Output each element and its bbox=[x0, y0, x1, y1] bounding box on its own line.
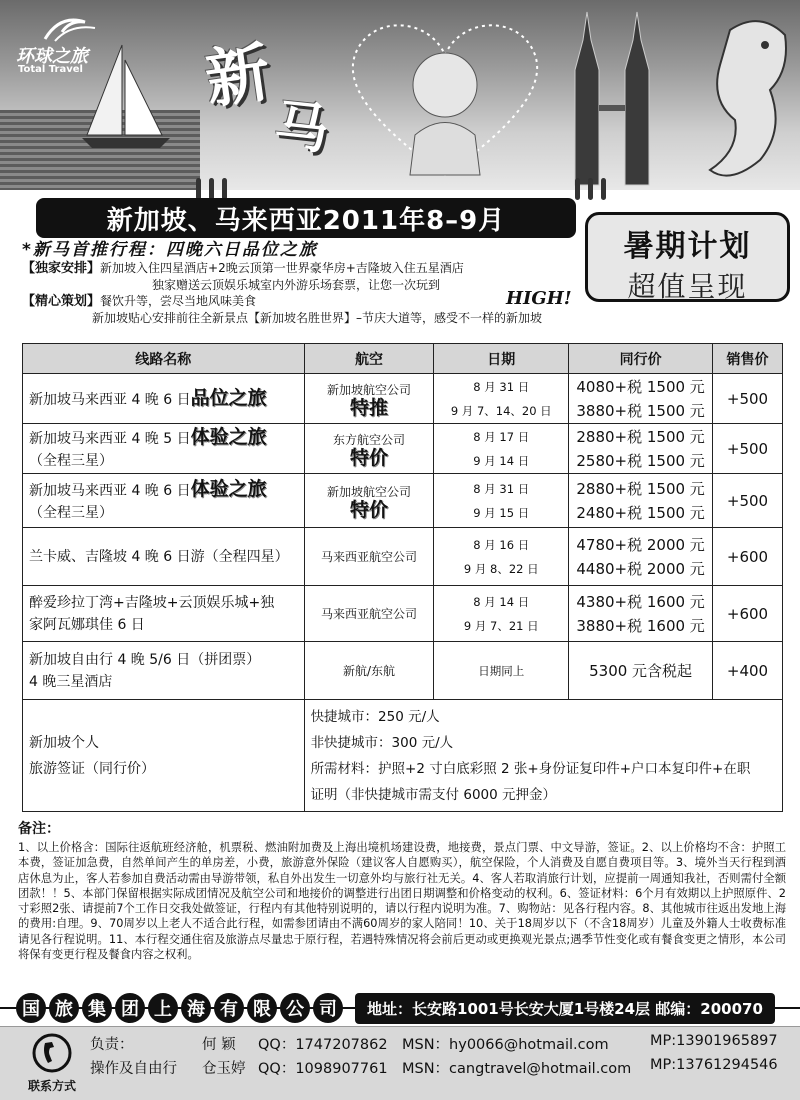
big-char-xin: 新 bbox=[200, 34, 275, 119]
date-1: 8 月 14 日 bbox=[473, 594, 530, 609]
price-2: 3880+税 1500 元 bbox=[576, 401, 705, 420]
petronas-towers-graphic bbox=[555, 10, 675, 190]
price-1: 4080+税 1500 元 bbox=[576, 377, 705, 396]
route-name-2: 4 晚三星酒店 bbox=[29, 673, 113, 690]
price-1: 4380+税 1600 元 bbox=[576, 592, 705, 611]
contact-mobile: MP:13901965897 bbox=[650, 1033, 778, 1049]
main-title bbox=[36, 198, 576, 238]
airline-name: 新航/东航 bbox=[342, 663, 395, 678]
company-name-char: 有 bbox=[214, 993, 244, 1023]
sale-price: +500 bbox=[713, 474, 783, 528]
binder-rings-left bbox=[196, 178, 227, 200]
date-2: 9 月 14 日 bbox=[473, 453, 530, 468]
table-row bbox=[23, 474, 783, 528]
price-2: 2580+税 1500 元 bbox=[576, 451, 705, 470]
high-text: HIGH! bbox=[506, 288, 572, 309]
sale-price: +500 bbox=[713, 374, 783, 424]
header-sale-price: 销售价 bbox=[713, 344, 783, 374]
route-name-2: 家阿瓦娜琪佳 6 日 bbox=[29, 616, 145, 633]
price-2: 3880+税 1600 元 bbox=[576, 616, 705, 635]
price-2: 4480+税 2000 元 bbox=[576, 559, 705, 578]
company-address: 地址：长安路1001号长安大厦1号楼24层 邮编：200070 bbox=[355, 993, 775, 1024]
price-2: 2480+税 1500 元 bbox=[576, 503, 705, 522]
company-name-char: 国 bbox=[16, 993, 46, 1023]
phone-icon bbox=[32, 1031, 72, 1075]
route-name: 新加坡自由行 4 晚 5/6 日（拼团票） bbox=[29, 651, 261, 668]
route-name: 兰卡威、吉隆坡 4 晚 6 日游（全程四星） bbox=[29, 548, 289, 565]
date-1: 日期同上 bbox=[478, 663, 525, 678]
contact-name: 仓玉婷 bbox=[202, 1061, 246, 1077]
contact-mobile: MP:13761294546 bbox=[650, 1057, 778, 1073]
badge-line1: 暑期计划 bbox=[623, 229, 752, 264]
notes-section bbox=[18, 818, 786, 962]
date-1: 8 月 31 日 bbox=[473, 379, 530, 394]
route-highlight: 品位之旅 bbox=[190, 386, 267, 409]
visa-materials-2: 证明（非快捷城市需支付 6000 元押金） bbox=[310, 786, 557, 803]
header-airline: 航空 bbox=[304, 344, 434, 374]
airline-highlight: 特价 bbox=[349, 446, 388, 469]
intro-line1: 新加坡入住四星酒店+2晚云顶第一世界豪华房+吉隆坡入住五星酒店 bbox=[100, 261, 464, 275]
contact-msn: MSN：hy0066@hotmail.com bbox=[402, 1037, 609, 1053]
table-header-row bbox=[23, 344, 783, 374]
main-title-text: 新加坡、马来西亚2011年8–9月 bbox=[106, 205, 506, 236]
summer-plan-badge bbox=[585, 212, 790, 302]
header-route: 线路名称 bbox=[23, 344, 305, 374]
airline-highlight: 特推 bbox=[349, 396, 388, 419]
merlion-graphic bbox=[690, 10, 800, 190]
intro-tag-planned: 【精心策划】 bbox=[22, 294, 101, 309]
table-row bbox=[23, 374, 783, 424]
badge-line2: 超值呈现 bbox=[627, 270, 748, 303]
date-2: 9 月 7、14、20 日 bbox=[450, 403, 552, 418]
company-bar bbox=[0, 990, 800, 1026]
price-1: 2880+税 1500 元 bbox=[576, 427, 705, 446]
visa-subtitle: 旅游签证（同行价） bbox=[29, 760, 155, 777]
visa-express-city: 快捷城市：250 元/人 bbox=[310, 708, 440, 725]
table-row bbox=[23, 586, 783, 642]
header-trade-price: 同行价 bbox=[569, 344, 713, 374]
company-name-char: 限 bbox=[247, 993, 277, 1023]
airline-name: 东方航空公司 bbox=[332, 432, 405, 447]
sailboat-icon bbox=[82, 40, 172, 150]
route-price-table bbox=[22, 343, 783, 812]
binder-rings-right bbox=[575, 178, 606, 200]
sale-price: +600 bbox=[713, 528, 783, 586]
header-banner bbox=[0, 0, 800, 190]
heart-frame-graphic bbox=[340, 15, 550, 180]
intro-line4: 新加坡贴心安排前往全新景点【新加坡名胜世界】–节庆大道等，感受不一样的新加坡 bbox=[92, 311, 543, 325]
date-2: 9 月 7、21 日 bbox=[463, 618, 539, 633]
company-name bbox=[16, 993, 343, 1023]
price-1: 5300 元含税起 bbox=[589, 661, 693, 680]
price-1: 4780+税 2000 元 bbox=[576, 535, 705, 554]
header-date: 日期 bbox=[434, 344, 569, 374]
airline-name: 马来西亚航空公司 bbox=[320, 549, 417, 564]
company-name-char: 司 bbox=[313, 993, 343, 1023]
table-row bbox=[23, 528, 783, 586]
company-name-char: 海 bbox=[181, 993, 211, 1023]
sale-price: +400 bbox=[713, 642, 783, 700]
intro-lead: *新马首推行程：四晚六日品位之旅 bbox=[22, 240, 318, 260]
intro-block bbox=[22, 242, 602, 326]
company-name-char: 团 bbox=[115, 993, 145, 1023]
logo-text-en: Total Travel bbox=[18, 64, 83, 75]
route-name: 新加坡马来西亚 4 晚 6 日 bbox=[29, 482, 191, 499]
airline-name: 新加坡航空公司 bbox=[326, 382, 411, 397]
airline-highlight: 特价 bbox=[349, 498, 388, 521]
airline-name: 马来西亚航空公司 bbox=[320, 606, 417, 621]
company-name-char: 集 bbox=[82, 993, 112, 1023]
date-1: 8 月 16 日 bbox=[473, 537, 530, 552]
notes-text: 1、以上价格含：国际往返航班经济舱，机票税、燃油附加费及上海出境机场建设费，地接费，景点门票、中文导游，签证。2、以上价格均不含：护照工本费，签证加急费，自然单间产生的单房差，小费，旅游意外保险（建议客人自愿购买），航空保险，个人消费及自愿自费项目等。3、境外当天行程到酒店休息为止，客人若参加自费活动需由导游带领，私自外出发生一切意外均与旅行社无关。4、客人若取消旅行计划，应提前一周通知我社，否则需付全额团款！！5、本部门保留根据实际成团情况及航空公司和地接价的调整进行出团日期调整和价格变动的权利。6、签证材料：6个月有效期以上护照原件、2寸彩照2张、请提前7个工作日交我处做签证，行程内有其他特别说明的，请以行程内说明为准。7、购物站：见各行程内容。8、其他城市往返出发地上海的费用:自理。9、70周岁以上老人不适合此行程，如需参团请由不满60周岁的家人陪同！10、关于18周岁以下（不含18周岁）儿童及外籍人士收费标准请见各行程说明。11、本行程交通住宿及旅游点尽量忠于原行程，若遇特殊情况将会前后更动或更换观光景点;遇季节性变化或有餐食变更之情形，本公司将保有变更行程及餐食内容之权利。 bbox=[18, 841, 786, 962]
company-name-char: 公 bbox=[280, 993, 310, 1023]
date-2: 9 月 8、22 日 bbox=[463, 561, 539, 576]
contact-qq: QQ：1747207862 bbox=[258, 1037, 388, 1053]
route-name: 新加坡马来西亚 4 晚 6 日 bbox=[29, 391, 191, 408]
visa-row bbox=[23, 700, 783, 812]
table-row bbox=[23, 424, 783, 474]
notes-heading: 备注： bbox=[18, 821, 60, 837]
big-char-ma: 马 bbox=[271, 92, 332, 162]
sale-price: +500 bbox=[713, 424, 783, 474]
contact-label: 联系方式 bbox=[28, 1079, 77, 1093]
route-highlight: 体验之旅 bbox=[190, 425, 267, 448]
contact-section bbox=[0, 1026, 800, 1100]
price-1: 2880+税 1500 元 bbox=[576, 479, 705, 498]
contact-name: 何 颖 bbox=[202, 1037, 236, 1053]
route-name-2: （全程三星） bbox=[29, 452, 113, 469]
route-name: 醉爱珍拉丁湾+吉隆坡+云顶娱乐城+独 bbox=[29, 594, 275, 611]
logo-text: 环球之旅 bbox=[16, 46, 88, 67]
visa-title: 新加坡个人 bbox=[29, 734, 99, 751]
route-name-2: （全程三星） bbox=[29, 504, 113, 521]
date-2: 9 月 15 日 bbox=[473, 505, 530, 520]
intro-line3: 餐饮升等，尝尽当地风味美食 bbox=[100, 294, 257, 308]
company-name-char: 上 bbox=[148, 993, 178, 1023]
contact-role: 操作及自由行 bbox=[90, 1061, 177, 1077]
contact-msn: MSN：cangtravel@hotmail.com bbox=[402, 1061, 632, 1077]
contact-role: 负责： bbox=[90, 1037, 134, 1053]
route-highlight: 体验之旅 bbox=[190, 477, 267, 500]
airline-name: 新加坡航空公司 bbox=[326, 484, 411, 499]
company-name-char: 旅 bbox=[49, 993, 79, 1023]
intro-tag-exclusive: 【独家安排】 bbox=[22, 261, 101, 276]
sale-price: +600 bbox=[713, 586, 783, 642]
contact-qq: QQ：1098907761 bbox=[258, 1061, 388, 1077]
visa-non-express-city: 非快捷城市：300 元/人 bbox=[310, 734, 454, 751]
route-name: 新加坡马来西亚 4 晚 5 日 bbox=[29, 430, 191, 447]
date-1: 8 月 17 日 bbox=[473, 429, 530, 444]
visa-materials: 所需材料：护照+2 寸白底彩照 2 张+身份证复印件+户口本复印件+在职 bbox=[310, 760, 751, 777]
intro-line2: 独家赠送云顶娱乐城室内外游乐场套票，让您一次玩到 bbox=[152, 278, 441, 292]
date-1: 8 月 31 日 bbox=[473, 481, 530, 496]
table-row bbox=[23, 642, 783, 700]
